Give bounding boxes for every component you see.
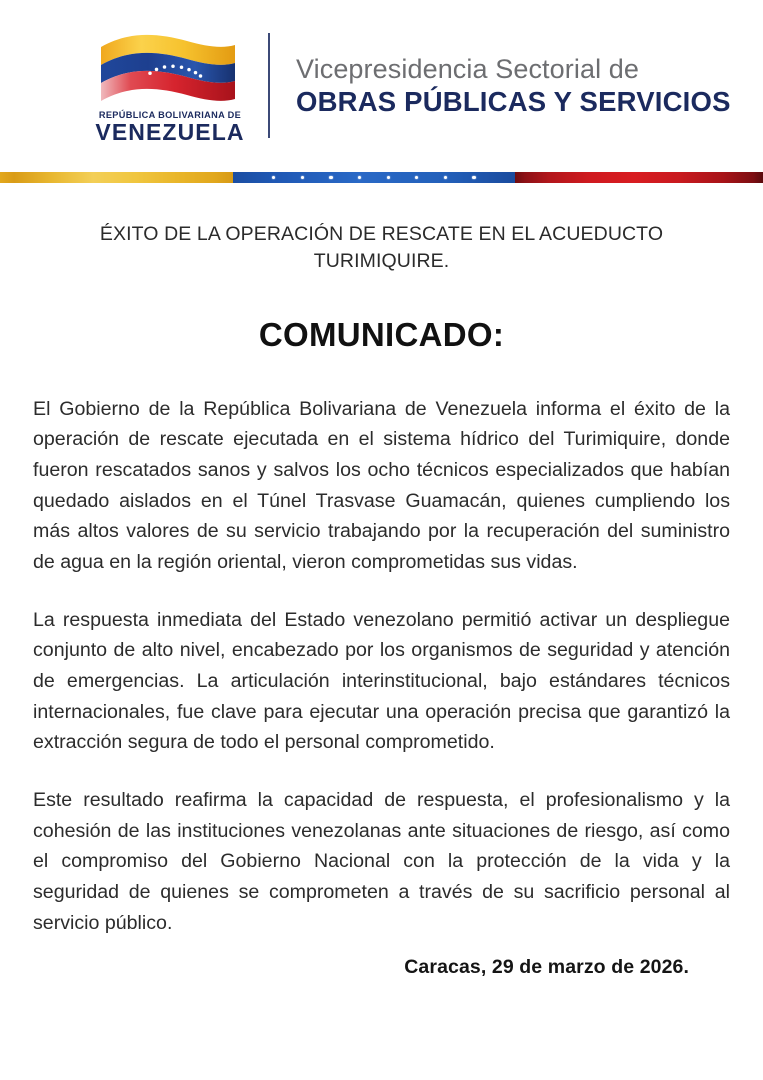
tricolor-band-red bbox=[515, 172, 763, 183]
organization-line2: OBRAS PÚBLICAS Y SERVICIOS bbox=[296, 86, 731, 118]
venezuela-logo bbox=[94, 27, 246, 144]
venezuela-waving-flag-icon bbox=[95, 27, 245, 109]
tricolor-band-blue bbox=[233, 172, 515, 183]
body-paragraph: El Gobierno de la República Bolivariana de Venezuela informa el éxito de la operación de rescate ejecutada en el sistema hídrico del Turimiquire, donde fueron rescatados sanos y salvos los ocho técnicos especializados que habían quedado aislados en el Túnel Trasvase Guamacán, quienes cumpliendo los más altos valores de su servicio trabajando por la recuperación del suministro de agua en la región oriental, vieron comprometidas sus vidas. bbox=[33, 397, 730, 574]
logo-country-top-label: REPÚBLICA BOLIVARIANA DE bbox=[98, 110, 242, 121]
logo-country-main-label: VENEZUELA bbox=[95, 119, 245, 146]
paragraph-list bbox=[33, 394, 730, 939]
bar-star-icon bbox=[387, 176, 390, 179]
bar-star-icon bbox=[329, 176, 332, 179]
document-heading: COMUNICADO: bbox=[258, 315, 505, 353]
body-paragraph: La respuesta inmediata del Estado venezolano permitió activar un despliegue conjunto de alto nivel, encabezado por los organismos de seguridad y atención de emergencias. La articulación interinstitucional, bajo estándares técnicos internacionales, fue clave para ejecutar una operación precisa que garantizó la extracción segura de todo el personal comprometido. bbox=[33, 608, 730, 754]
bar-star-icon bbox=[272, 176, 275, 179]
tricolor-divider-bar bbox=[0, 172, 763, 183]
bar-star-icon bbox=[444, 176, 447, 179]
signature-line: Caracas, 29 de marzo de 2026. bbox=[404, 956, 689, 979]
bar-star-icon bbox=[415, 176, 418, 179]
document-body bbox=[0, 221, 763, 979]
brand-block bbox=[94, 27, 731, 144]
organization-title bbox=[296, 54, 731, 117]
bar-star-icon bbox=[358, 176, 361, 179]
header-vertical-divider bbox=[268, 33, 270, 138]
tricolor-band-yellow bbox=[0, 172, 233, 183]
organization-line1: Vicepresidencia Sectorial de bbox=[296, 54, 640, 85]
bar-star-icon bbox=[472, 176, 475, 179]
document-title: ÉXITO DE LA OPERACIÓN DE RESCATE EN EL ACUEDUCTO TURIMIQUIRE. bbox=[99, 223, 664, 272]
document-header bbox=[0, 0, 763, 172]
body-paragraph: Este resultado reafirma la capacidad de respuesta, el profesionalismo y la cohesión de las instituciones venezolanas ante situaciones de riesgo, así como el compromiso del Gobierno Nacional con la protección de la vida y la seguridad de quienes se comprometen a través de su sacrificio personal al servicio público. bbox=[33, 789, 730, 934]
bar-star-icon bbox=[301, 176, 304, 179]
